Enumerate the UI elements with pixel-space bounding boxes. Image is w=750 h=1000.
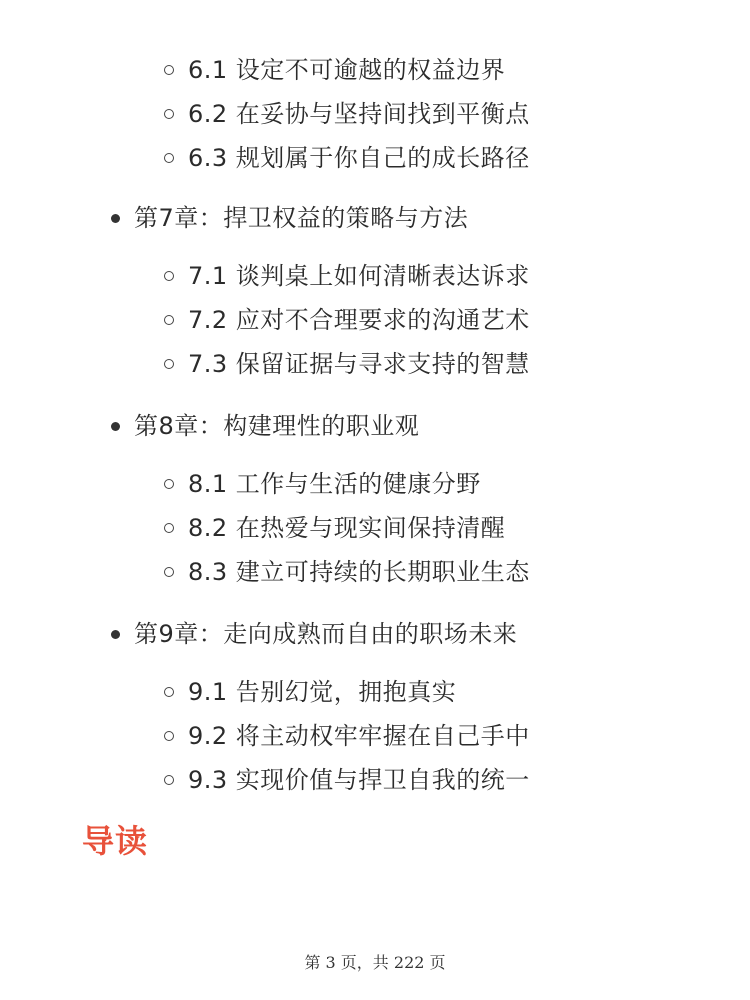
toc-section-8-2[interactable] bbox=[0, 506, 750, 550]
toc-section-6-1[interactable] bbox=[0, 48, 750, 92]
section-label: 8.3 建立可持续的长期职业生态 bbox=[188, 558, 530, 586]
section-label: 9.1 告别幻觉，拥抱真实 bbox=[188, 678, 457, 706]
filled-bullet-icon bbox=[111, 422, 120, 431]
chapter-sections bbox=[0, 254, 750, 386]
hollow-bullet-icon bbox=[164, 687, 174, 697]
filled-bullet-icon bbox=[111, 630, 120, 639]
hollow-bullet-icon bbox=[164, 731, 174, 741]
toc-chapter-9 bbox=[0, 612, 750, 802]
toc-section-9-3[interactable] bbox=[0, 758, 750, 802]
chapter-sections bbox=[0, 462, 750, 594]
filled-bullet-icon bbox=[111, 214, 120, 223]
toc-section-7-2[interactable] bbox=[0, 298, 750, 342]
hollow-bullet-icon bbox=[164, 109, 174, 119]
toc-section-9-2[interactable] bbox=[0, 714, 750, 758]
chapter-title[interactable] bbox=[0, 404, 750, 448]
section-label: 6.2 在妥协与坚持间找到平衡点 bbox=[188, 100, 530, 128]
chapter-title[interactable] bbox=[0, 612, 750, 656]
toc-section-8-3[interactable] bbox=[0, 550, 750, 594]
hollow-bullet-icon bbox=[164, 523, 174, 533]
section-label: 7.2 应对不合理要求的沟通艺术 bbox=[188, 306, 530, 334]
chapter-title[interactable] bbox=[0, 196, 750, 240]
section-label: 7.3 保留证据与寻求支持的智慧 bbox=[188, 350, 530, 378]
section-label: 9.2 将主动权牢牢握在自己手中 bbox=[188, 722, 530, 750]
toc-chapter-7 bbox=[0, 196, 750, 386]
hollow-bullet-icon bbox=[164, 775, 174, 785]
chapter-label: 第7章：捍卫权益的策略与方法 bbox=[134, 204, 469, 232]
toc-section-9-1[interactable] bbox=[0, 670, 750, 714]
section-heading-introduction: 导读 bbox=[82, 822, 149, 860]
section-label: 6.1 设定不可逾越的权益边界 bbox=[188, 56, 506, 84]
hollow-bullet-icon bbox=[164, 153, 174, 163]
section-label: 8.1 工作与生活的健康分野 bbox=[188, 470, 481, 498]
hollow-bullet-icon bbox=[164, 315, 174, 325]
hollow-bullet-icon bbox=[164, 567, 174, 577]
section-label: 8.2 在热爱与现实间保持清醒 bbox=[188, 514, 506, 542]
hollow-bullet-icon bbox=[164, 479, 174, 489]
hollow-bullet-icon bbox=[164, 359, 174, 369]
table-of-contents bbox=[0, 48, 750, 820]
chapter-label: 第8章：构建理性的职业观 bbox=[134, 412, 420, 440]
section-label: 7.1 谈判桌上如何清晰表达诉求 bbox=[188, 262, 530, 290]
chapter-label: 第9章：走向成熟而自由的职场未来 bbox=[134, 620, 518, 648]
chapter-6-sections bbox=[0, 48, 750, 180]
chapter-sections bbox=[0, 670, 750, 802]
toc-section-7-1[interactable] bbox=[0, 254, 750, 298]
toc-section-6-3[interactable] bbox=[0, 136, 750, 180]
toc-section-8-1[interactable] bbox=[0, 462, 750, 506]
section-label: 6.3 规划属于你自己的成长路径 bbox=[188, 144, 530, 172]
hollow-bullet-icon bbox=[164, 271, 174, 281]
toc-section-7-3[interactable] bbox=[0, 342, 750, 386]
hollow-bullet-icon bbox=[164, 65, 174, 75]
page-number-footer: 第 3 页，共 222 页 bbox=[304, 953, 446, 972]
section-label: 9.3 实现价值与捍卫自我的统一 bbox=[188, 766, 530, 794]
toc-section-6-2[interactable] bbox=[0, 92, 750, 136]
toc-chapter-8 bbox=[0, 404, 750, 594]
